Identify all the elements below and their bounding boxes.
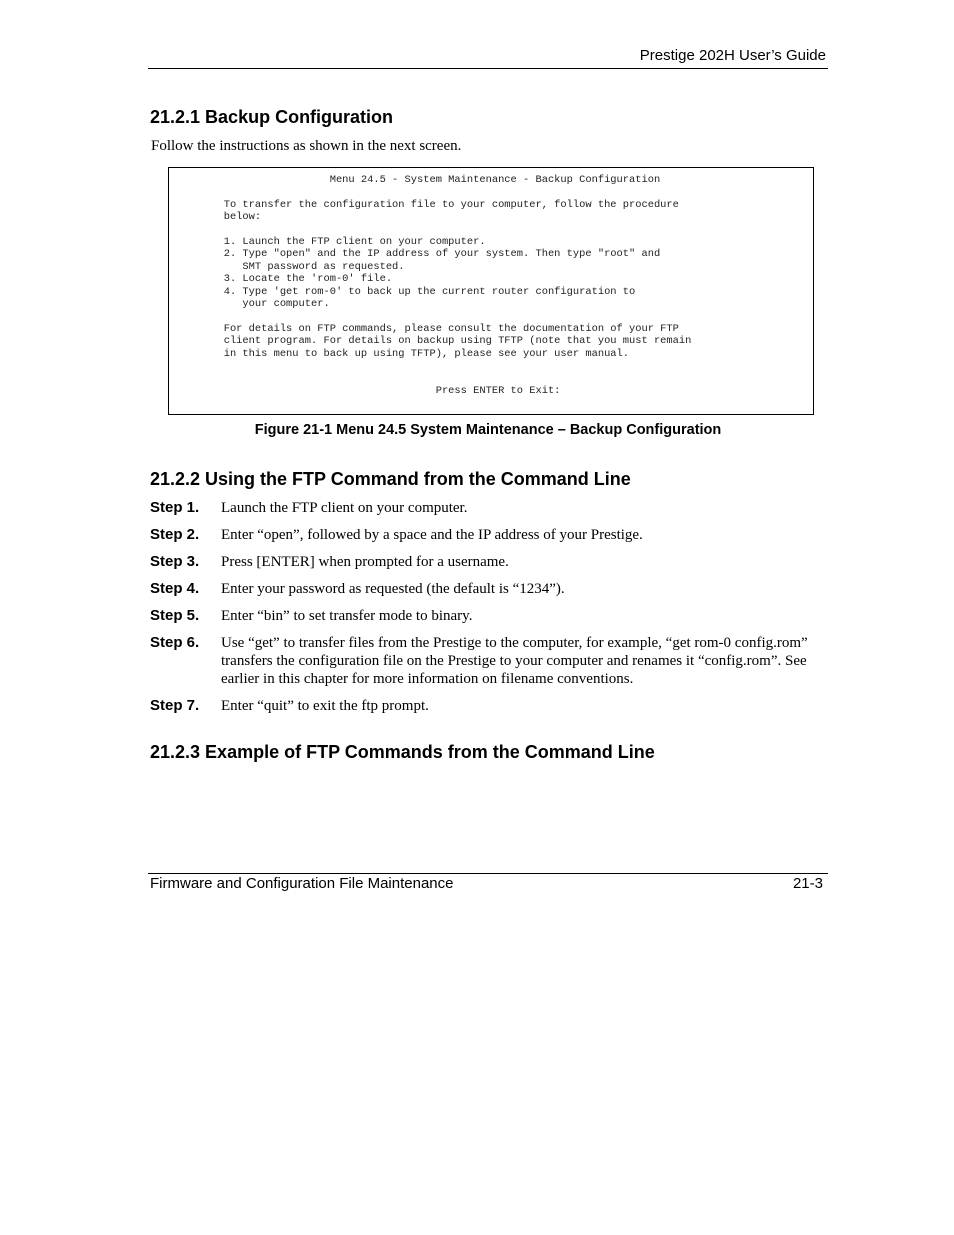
section-heading-ftp-command-line: 21.2.2 Using the FTP Command from the Command Line: [150, 469, 631, 489]
step-label: Step 7.: [150, 697, 200, 714]
step-label: Step 3.: [150, 553, 200, 570]
section-heading-backup-configuration: 21.2.1 Backup Configuration: [150, 107, 394, 127]
step-item: [150, 697, 830, 715]
step-text: Use “get” to transfer files from the Prestige to the computer, for example, “get rom-0 config.rom” transfers the configuration file on the Prestige to your computer and renames it “config.rom”. See earlier in this chapter for more information on filename conventions.: [221, 635, 808, 687]
section-heading-ftp-example: 21.2.3 Example of FTP Commands from the Command Line: [150, 742, 655, 762]
step-text: Enter “open”, followed by a space and the IP address of your Prestige.: [221, 527, 643, 543]
step-label: Step 2.: [150, 526, 200, 543]
step-item: [150, 580, 830, 598]
step-item: [150, 499, 830, 517]
step-item: [150, 634, 830, 688]
footer-chapter-title: Firmware and Configuration File Maintenance: [150, 875, 454, 892]
step-item: [150, 607, 830, 625]
step-label: Step 4.: [150, 580, 200, 597]
smt-menu-screen: [168, 167, 814, 415]
header-divider: [148, 68, 828, 69]
step-item: [150, 526, 830, 544]
step-label: Step 5.: [150, 607, 200, 624]
step-text: Enter “quit” to exit the ftp prompt.: [221, 698, 429, 714]
step-label: Step 6.: [150, 634, 200, 651]
step-label: Step 1.: [150, 499, 200, 516]
smt-menu-text: Menu 24.5 - System Maintenance - Backup Configuration To transfer the configuration file to your computer, follow the procedure below: 1. Launch the FTP client on your computer. 2. Type "open" and the IP address of your system. Then type "root" and SMT password as requested. 3. Locate the 'rom-0' file. 4. Type 'get rom-0' to back up the current router configuration to your computer. For details on FTP commands, please consult the documentation of your FTP client program. For details on backup using TFTP (note that you must remain in this menu to back up using TFTP), please see your user manual. Press ENTER to Exit:: [223, 174, 692, 397]
footer-divider: [148, 873, 828, 874]
footer-page-number: 21-3: [792, 875, 823, 892]
step-item: [150, 553, 830, 571]
intro-paragraph: Follow the instructions as shown in the next screen.: [151, 138, 462, 154]
figure-caption: Figure 21-1 Menu 24.5 System Maintenance – Backup Configuration: [254, 422, 722, 438]
step-text: Enter your password as requested (the default is “1234”).: [221, 581, 565, 597]
running-header-title: Prestige 202H User’s Guide: [639, 47, 826, 64]
step-text: Launch the FTP client on your computer.: [221, 500, 468, 516]
step-text: Enter “bin” to set transfer mode to binary.: [221, 608, 473, 624]
step-text: Press [ENTER] when prompted for a username.: [221, 554, 509, 570]
step-list: [150, 499, 830, 724]
